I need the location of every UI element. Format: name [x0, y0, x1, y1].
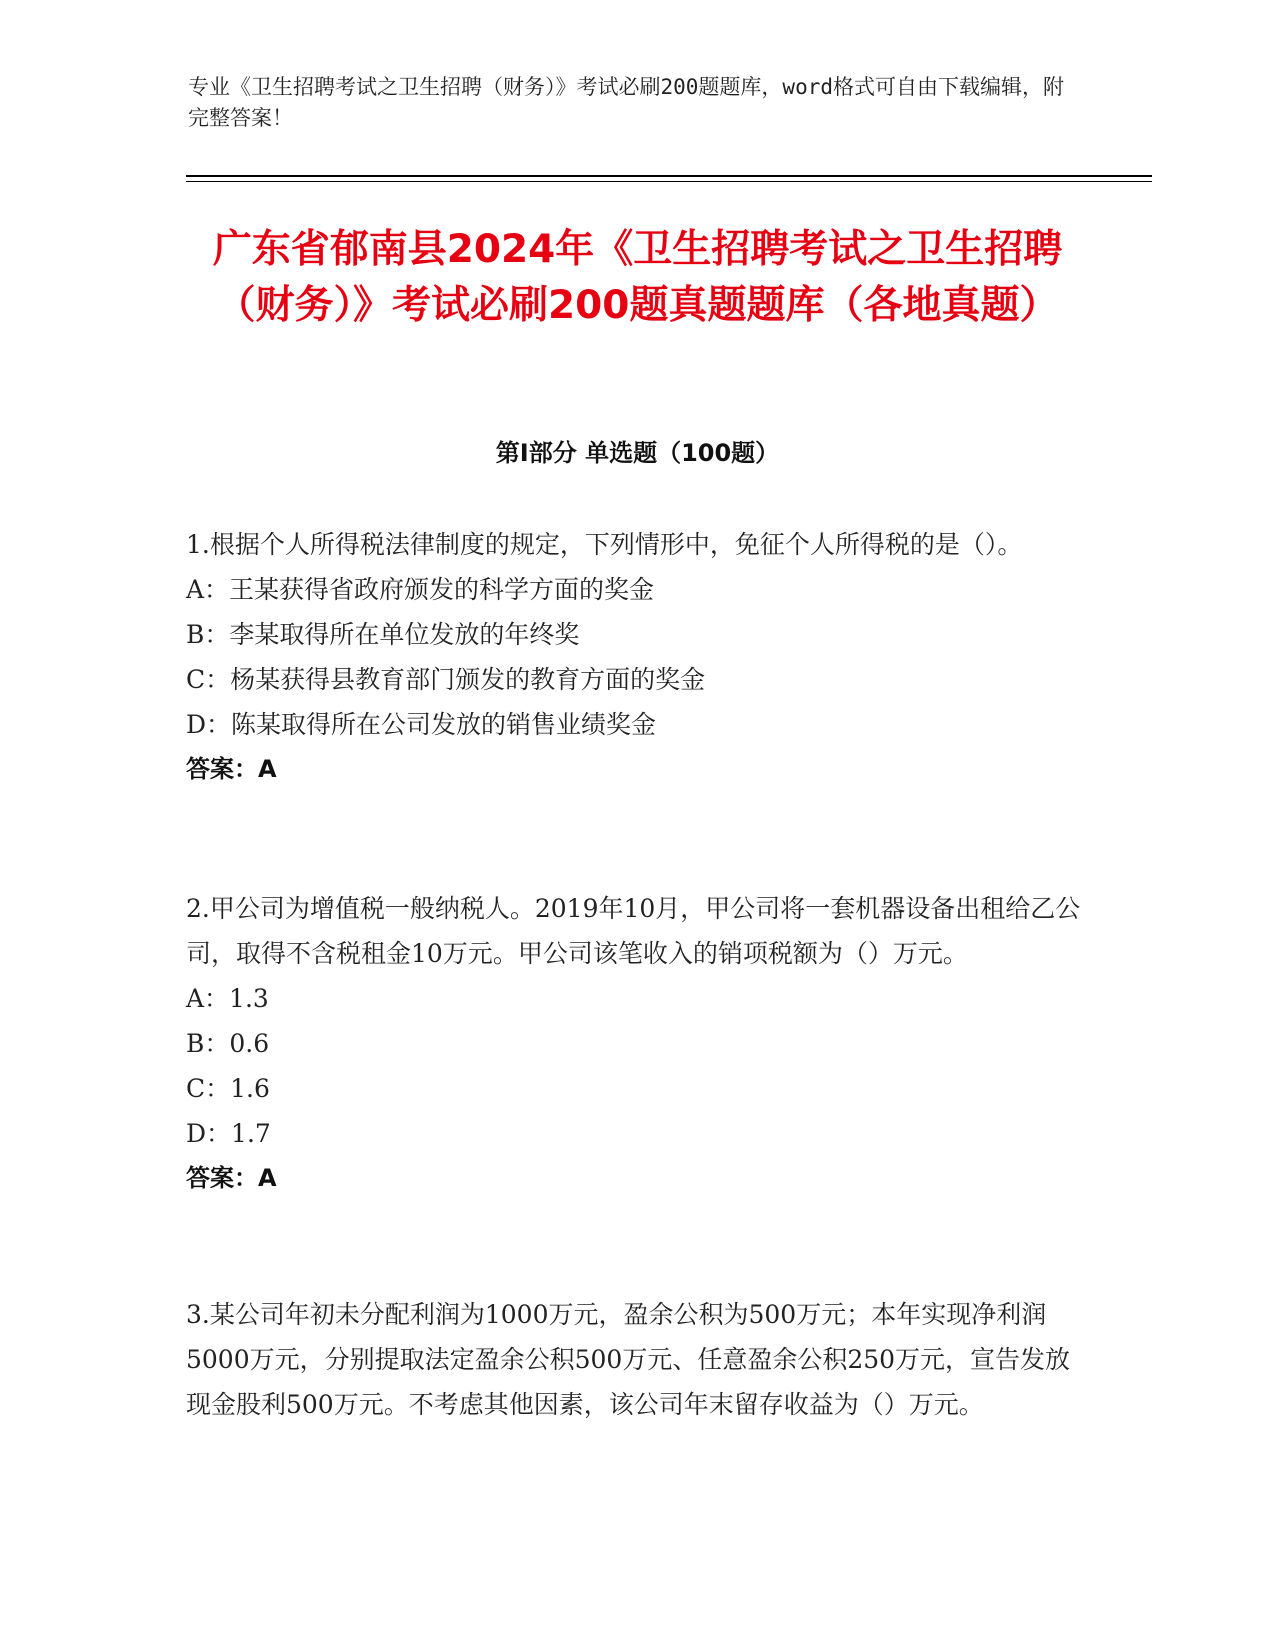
option-a: A：1.3	[186, 984, 269, 1013]
question-2	[186, 886, 1086, 1201]
option-c: C：杨某获得县教育部门颁发的教育方面的奖金	[186, 665, 706, 694]
section-heading: 第Ⅰ部分 单选题（100题）	[495, 439, 780, 467]
question-1	[186, 522, 1086, 792]
option-d: D：陈某取得所在公司发放的销售业绩奖金	[186, 710, 657, 739]
answer-line: 答案：A	[186, 755, 277, 783]
option-a: A：王某获得省政府颁发的科学方面的奖金	[186, 575, 655, 604]
question-stem: 2.甲公司为增值税一般纳税人。2019年10月，甲公司将一套机器设备出租给乙公司，取得不含税租金10万元。甲公司该笔收入的销项税额为（）万元。	[186, 894, 1081, 968]
answer-line: 答案：A	[186, 1164, 277, 1192]
question-stem: 1.根据个人所得税法律制度的规定，下列情形中，免征个人所得税的是（）。	[186, 530, 1023, 559]
option-c: C：1.6	[186, 1074, 270, 1103]
question-stem: 3.某公司年初未分配利润为1000万元，盈余公积为500万元；本年实现净利润5000万元，分别提取法定盈余公积500万元、任意盈余公积250万元，宣告发放现金股利500万元。不考虑其他因素，该公司年末留存收益为（）万元。	[186, 1300, 1071, 1419]
header-divider-thin	[186, 181, 1152, 182]
header-divider-thick	[186, 175, 1152, 177]
option-d: D：1.7	[186, 1119, 271, 1148]
document-title: 广东省郁南县2024年《卫生招聘考试之卫生招聘（财务）》考试必刷200题真题题库（各地真题）	[212, 227, 1063, 328]
option-b: B：李某取得所在单位发放的年终奖	[186, 620, 580, 649]
header-note: 专业《卫生招聘考试之卫生招聘（财务）》考试必刷200题题库，word格式可自由下载编辑，附完整答案！	[188, 75, 1064, 130]
question-3	[186, 1292, 1086, 1427]
option-b: B：0.6	[186, 1029, 270, 1058]
